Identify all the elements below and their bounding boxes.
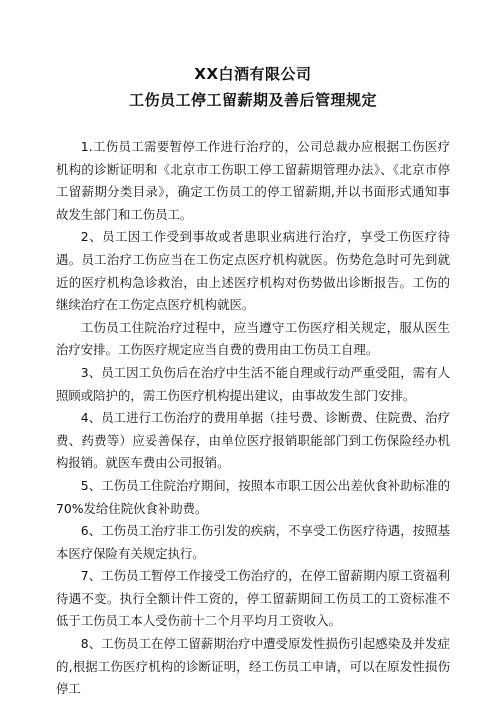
paragraph: 工伤员工住院治疗过程中，应当遵守工伤医疗相关规定，服从医生治疗安排。工伤医疗规定应当自费的费用由工伤员工自理。: [56, 319, 450, 358]
paragraph: 6、工伤员工治疗非工伤引发的疾病，不享受工伤医疗待遇，按照基本医疗保险有关规定执行。: [56, 523, 450, 561]
paragraph: 4、员工进行工伤治疗的费用单据（挂号费、诊断费、住院费、治疗费、药费等）应妥善保存，由单位医疗报销职能部门到工伤保险经办机构报销。就医车费由公司报销。: [56, 410, 450, 471]
document-title: 工伤员工停工留薪期及善后管理规定: [128, 91, 377, 109]
paragraph: 1.工伤员工需要暂停工作进行治疗的，公司总裁办应根据工伤医疗机构的诊断证明和《北京市工伤职工停工留薪期管理办法》、《北京市停工留薪期分类目录》，确定工伤员工的停工留薪期,并以书面形式通知事故发生部门和工伤员工。: [56, 139, 450, 222]
company-name: XX白酒有限公司: [194, 65, 312, 83]
paragraph: 7、工伤员工暂停工作接受工伤治疗的，在停工留薪期内原工资福利待遇不变。执行全额计件工资的，停工留薪期间工伤员工的工资标准不低于工伤员工本人受伤前十二个月平均月工资收入。: [56, 568, 450, 629]
paragraph: 5、工伤员工住院治疗期间，按照本市职工因公出差伙食补助标准的70%发给住院伙食补助费。: [56, 477, 450, 516]
paragraph: 3、员工因工负伤后在治疗中生活不能自理或行动严重受阻，需有人照顾或陪护的，需工伤医疗机构提出建议，由事故发生部门安排。: [56, 364, 450, 403]
document-body: [56, 136, 450, 701]
paragraph: 2、员工因工作受到事故或者患职业病进行治疗，享受工伤医疗待遇。员工治疗工伤应当在工伤定点医疗机构就医。伤势危急时可先到就近的医疗机构急诊救治，由上述医疗机构对伤势做出诊断报告。工伤的继续治疗在工伤定点医疗机构就医。: [56, 229, 450, 313]
paragraph: 8、工伤员工在停工留薪期治疗中遭受原发性损伤引起感染及并发症的,根据工伤医疗机构的诊断证明，经工伤员工申请，可以在原发性损伤停工: [56, 636, 450, 697]
